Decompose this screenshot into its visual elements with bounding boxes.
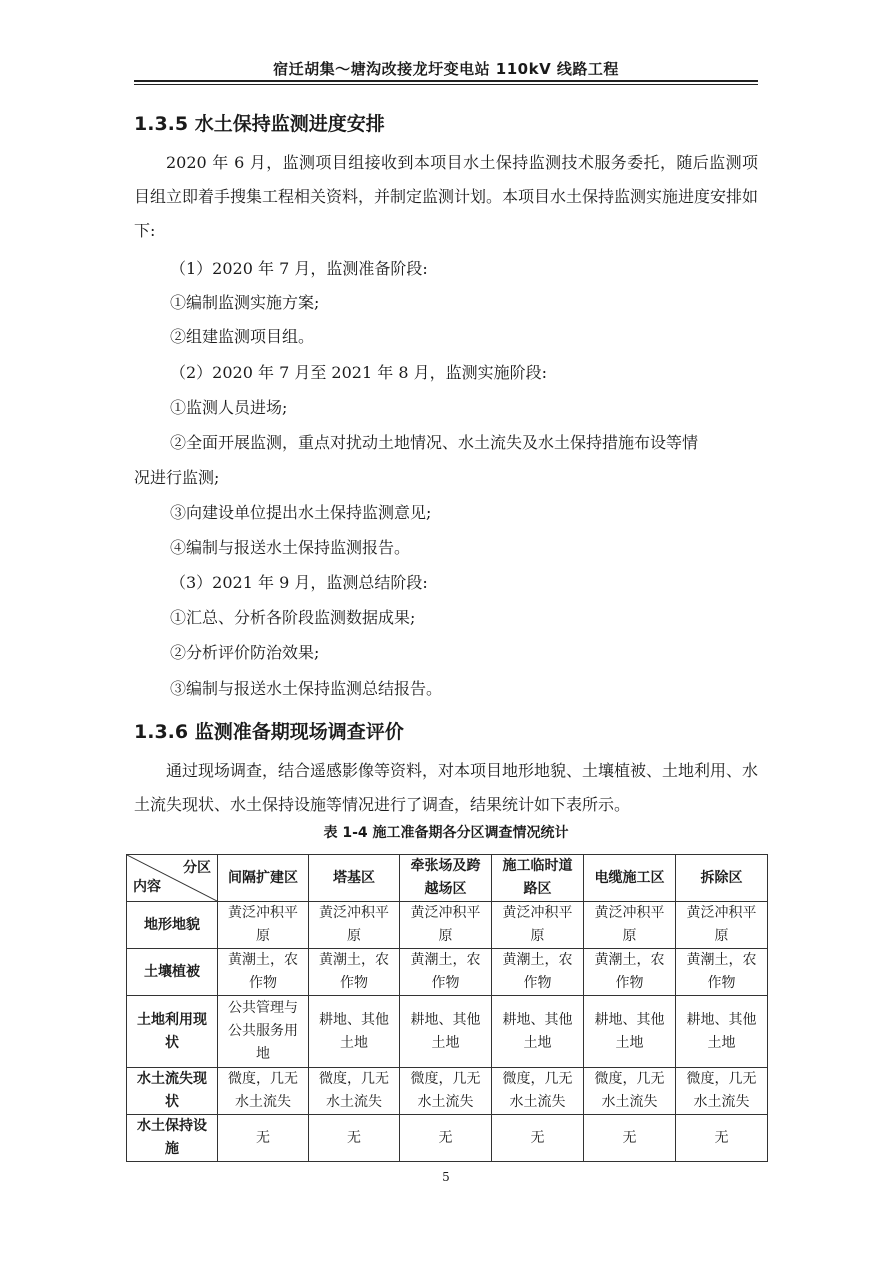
section-heading-1-3-6: 1.3.6 监测准备期现场调查评价 <box>134 721 404 743</box>
table-cell: 微度，几无水土流失 <box>584 1068 676 1115</box>
table-cell: 无 <box>492 1115 584 1162</box>
table-cell: 黄潮土，农作物 <box>400 949 492 996</box>
survey-table <box>126 854 768 1162</box>
table-cell: 耕地、其他土地 <box>309 996 400 1068</box>
table-cell: 黄潮土，农作物 <box>676 949 768 996</box>
table-cell: 微度，几无水土流失 <box>676 1068 768 1115</box>
table-cell: 无 <box>400 1115 492 1162</box>
table-cell: 无 <box>584 1115 676 1162</box>
table-cell: 无 <box>676 1115 768 1162</box>
schedule-line: ②全面开展监测，重点对扰动土地情况、水土流失及水土保持措施布设等情 <box>170 433 699 452</box>
column-header: 牵张场及跨越场区 <box>400 855 492 902</box>
table-cell: 黄泛冲积平原 <box>309 902 400 949</box>
table-row <box>127 1068 768 1115</box>
table-cell: 黄泛冲积平原 <box>584 902 676 949</box>
row-header: 水土保持设施 <box>127 1115 218 1162</box>
schedule-line: （1）2020 年 7 月，监测准备阶段: <box>170 259 428 278</box>
schedule-line: 况进行监测; <box>134 468 220 487</box>
table-row <box>127 996 768 1068</box>
table-row <box>127 1115 768 1162</box>
row-header: 地形地貌 <box>127 902 218 949</box>
table-cell: 黄潮土，农作物 <box>309 949 400 996</box>
schedule-line: ①汇总、分析各阶段监测数据成果; <box>170 608 416 627</box>
row-header: 土地利用现状 <box>127 996 218 1068</box>
table-cell: 耕地、其他土地 <box>492 996 584 1068</box>
table-cell: 黄泛冲积平原 <box>400 902 492 949</box>
table-row <box>127 949 768 996</box>
page-number: 5 <box>442 1170 450 1184</box>
section-1-3-5-intro: 2020 年 6 月，监测项目组接收到本项目水土保持监测技术服务委托，随后监测项目组立即着手搜集工程相关资料，并制定监测计划。本项目水土保持监测实施进度安排如下: <box>134 153 759 240</box>
column-header: 施工临时道路区 <box>492 855 584 902</box>
table-row <box>127 902 768 949</box>
table-corner-cell <box>127 855 218 902</box>
schedule-line: ①编制监测实施方案; <box>170 293 320 312</box>
schedule-line: ④编制与报送水土保持监测报告。 <box>170 538 411 557</box>
row-header: 水土流失现状 <box>127 1068 218 1115</box>
header-rule-thin <box>134 84 758 85</box>
table-header-row <box>127 855 768 902</box>
corner-label-zone: 分区 <box>183 860 211 876</box>
corner-label-content: 内容 <box>133 879 161 895</box>
schedule-line: ①监测人员进场; <box>170 398 288 417</box>
section-heading-1-3-5: 1.3.5 水土保持监测进度安排 <box>134 113 385 135</box>
schedule-line: （3）2021 年 9 月，监测总结阶段: <box>170 573 428 592</box>
schedule-line: ②分析评价防治效果; <box>170 643 320 662</box>
schedule-line: ③编制与报送水土保持监测总结报告。 <box>170 679 443 698</box>
header-rule-thick <box>134 80 758 82</box>
table-cell: 黄泛冲积平原 <box>218 902 309 949</box>
section-1-3-6-intro: 通过现场调查，结合遥感影像等资料，对本项目地形地貌、土壤植被、土地利用、水土流失现状、水土保持设施等情况进行了调查，结果统计如下表所示。 <box>134 761 759 814</box>
table-cell: 微度，几无水土流失 <box>492 1068 584 1115</box>
table-cell: 黄潮土，农作物 <box>492 949 584 996</box>
table-cell: 耕地、其他土地 <box>400 996 492 1068</box>
row-header: 土壤植被 <box>127 949 218 996</box>
table-cell: 黄泛冲积平原 <box>492 902 584 949</box>
table-cell: 公共管理与公共服务用地 <box>218 996 309 1068</box>
table-cell: 耕地、其他土地 <box>584 996 676 1068</box>
schedule-line: （2）2020 年 7 月至 2021 年 8 月，监测实施阶段: <box>170 363 547 382</box>
column-header: 电缆施工区 <box>584 855 676 902</box>
table-cell: 微度，几无水土流失 <box>400 1068 492 1115</box>
table-cell: 微度，几无水土流失 <box>309 1068 400 1115</box>
schedule-line: ③向建设单位提出水土保持监测意见; <box>170 503 432 522</box>
table-cell: 黄潮土，农作物 <box>584 949 676 996</box>
table-cell: 无 <box>309 1115 400 1162</box>
column-header: 拆除区 <box>676 855 768 902</box>
table-cell: 黄潮土，农作物 <box>218 949 309 996</box>
table-cell: 无 <box>218 1115 309 1162</box>
column-header: 间隔扩建区 <box>218 855 309 902</box>
table-cell: 微度，几无水土流失 <box>218 1068 309 1115</box>
column-header: 塔基区 <box>309 855 400 902</box>
running-header: 宿迁胡集～塘沟改接龙圩变电站 110kV 线路工程 <box>273 60 619 78</box>
schedule-line: ②组建监测项目组。 <box>170 327 315 346</box>
table-caption: 表 1-4 施工准备期各分区调查情况统计 <box>323 825 569 841</box>
table-cell: 耕地、其他土地 <box>676 996 768 1068</box>
table-cell: 黄泛冲积平原 <box>676 902 768 949</box>
